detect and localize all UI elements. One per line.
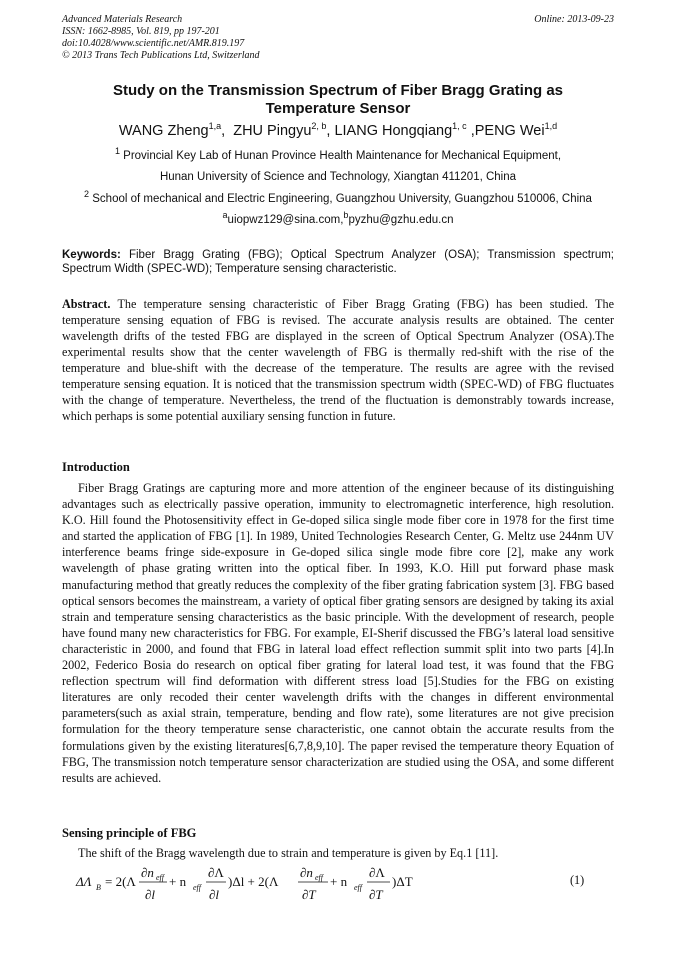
eq-frac1-den: ∂l [145, 887, 156, 902]
author-name: PENG Wei [474, 123, 545, 139]
email-a: uiopwz129@sina.com, [227, 214, 344, 226]
issn-line: ISSN: 1662-8985, Vol. 819, pp 197-201 [62, 26, 220, 37]
introduction-paragraph: Fiber Bragg Gratings are capturing more and more attention of the engineer because of its distinguishing advantages such as electrically passive operation, immunity to electromagnetic interference, high resolution. K.O. Hill found the Photosensitivity effect in Ge-doped silica single mode fiber core in 1978 for the first time and started the application of FBG [1]. In 1989, United Technologies Research Center, G. Meltz use 244nm UV interference beams fringe side-exposure in Ge-doped silica single mode fibre core [2], make any work wavelength of phase grating written into the optical fiber. In 1993, K.O. Hill put forward phase mask manufacturing method that greatly reduces the complexity of the fiber grating fabrication system [3]. FBG based optical sensors becomes the mainstream, a variety of optical fiber grating sensors are designed by taking its axial strain and temperature sensing characteristics as the basic principle. With the development of research, people have found many new characteristics for FBG. For example, EI-Sherif discussed the FBG’s lateral load sensitive characteristic in 2000, and found that FBG in lateral load effect reflection summit split into two parts [4].In 2002, Federico Bosia do research on optical fiber grating for lateral load test, it was found that the FBG reflection spectrum will find deformation with different stress load [5].Studies for the FBG on existing literatures are only recoded their center wavelength drifts with the changes in different environmental parameters(such as axial strain, temperature, bending and flow rate), some literatures are not give precision formulation for the theory temperature sense characteristic, one cannot obtain the accurate results from the formulations given by the existing literatures[6,7,8,9,10]. The paper revised the temperature theory Equation of FBG, The transmission notch temperature sensor characterization are studied using the OSA, and some different results are achieved. [62, 481, 614, 785]
eq-frac2-den: ∂l [209, 887, 220, 902]
affiliation-text: School of mechanical and Electric Engineering, Guangzhou University, Guangzhou 510006, China [92, 193, 592, 205]
eq-plus-sub: eff [193, 883, 201, 892]
email-b: pyzhu@gzhu.edu.cn [348, 214, 454, 226]
eq-plus-2: + n [330, 874, 348, 889]
affiliation-text: Provincial Key Lab of Hunan Province Health Maintenance for Mechanical Equipment, [123, 150, 562, 162]
affiliation-1 [62, 146, 614, 162]
eq-lhs-sub: B [96, 883, 101, 892]
author-sup: 1,d [544, 121, 558, 132]
eq-plus: + n [169, 874, 187, 889]
author-name: ZHU Pingyu [233, 123, 312, 139]
author-list: WANG Zheng$^{1,a}$, ZHU Pingyu$^{2, b}$, LIANG Hongqiang$^{1, c}$ ,PENG Wei$^{1,d}$ [118, 121, 558, 139]
title-line-2: Temperature Sensor [265, 100, 411, 117]
eq-frac3-den: ∂T [302, 887, 316, 902]
eq-frac1-sub: eff [156, 873, 164, 882]
eq-end: )ΔT [392, 874, 413, 889]
keywords-label: Keywords: [62, 249, 121, 261]
title-line-1: Study on the Transmission Spectrum of Fiber Bragg Grating as [112, 82, 564, 99]
eq-lhs: ΔΛ [76, 874, 92, 889]
eq-mid: )Δl + 2(Λ [228, 874, 279, 889]
abstract-label: Abstract. [62, 297, 111, 311]
author-sup: 1, c [452, 121, 467, 132]
doi-line: doi:10.4028/www.scientific.net/AMR.819.197 [62, 38, 245, 49]
author-name: LIANG Hongqiang [334, 123, 453, 139]
author-emails [62, 210, 614, 226]
author-sup: 2, b [311, 121, 327, 132]
eq-plus-2-sub: eff [354, 883, 362, 892]
eq-frac1-num: ∂n [141, 865, 154, 880]
affiliation-1-line-2: Hunan University of Science and Technology, Xiangtan 411201, China [159, 171, 517, 183]
email-sup: a [222, 210, 228, 221]
online-date: Online: 2013-09-23 [534, 14, 614, 25]
author-sup: 1,a [208, 121, 222, 132]
email-sup: b [343, 210, 349, 221]
author-name: WANG Zheng [118, 123, 209, 139]
copyright-line: © 2013 Trans Tech Publications Ltd, Switzerland [62, 50, 260, 61]
paper-title [62, 82, 614, 118]
abstract [62, 296, 614, 424]
affiliation-sup: 1 [114, 146, 120, 157]
section-heading-introduction: Introduction [62, 460, 130, 474]
eq-frac3-sub: eff [315, 873, 323, 882]
eq-frac3-num: ∂n [300, 865, 313, 880]
equation-number: (1) [570, 873, 585, 887]
keywords-text: Fiber Bragg Grating (FBG); Optical Spectrum Analyzer (OSA); Transmission spectrum; Spectrum Width (SPEC-WD); Temperature sensing characteristic. [62, 249, 614, 275]
journal-name: Advanced Materials Research [62, 14, 183, 25]
eq-frac4-num: ∂Λ [369, 865, 385, 880]
abstract-text: The temperature sensing characteristic of Fiber Bragg Grating (FBG) has been studied. The temperature sensing equation of FBG is revised. The accurate analysis results are obtained. The center wavelength drifts of the tested FBG are displayed in the screen of Optical Spectrum Analyzer (OSA).The experimental results show that the center wavelength of FBG is thermally red-shift with the rise of the temperature and blue-shift with the decrease of the temperature. The results are agree with the revised temperature sensing equation. It is noticed that the transmission spectrum width (SPEC-WD) of FBG fluctuates with the change of temperature. Nevertheless, the trend of the fluctuation is demonstrably towards increase, which perhaps is some potential auxiliary sensing function in future. [62, 297, 615, 423]
eq-sign: = 2(Λ [105, 874, 136, 889]
affiliation-2 [62, 189, 614, 205]
bragg-equation [72, 862, 617, 906]
sensing-paragraph: The shift of the Bragg wavelength due to strain and temperature is given by Eq.1 [11]. [78, 846, 499, 860]
eq-frac2-num: ∂Λ [208, 865, 224, 880]
section-heading-sensing-principle: Sensing principle of FBG [62, 826, 197, 840]
affiliation-sup: 2 [84, 189, 90, 200]
eq-frac4-den: ∂T [369, 887, 383, 902]
keywords [62, 248, 614, 276]
journal-header [62, 14, 614, 62]
